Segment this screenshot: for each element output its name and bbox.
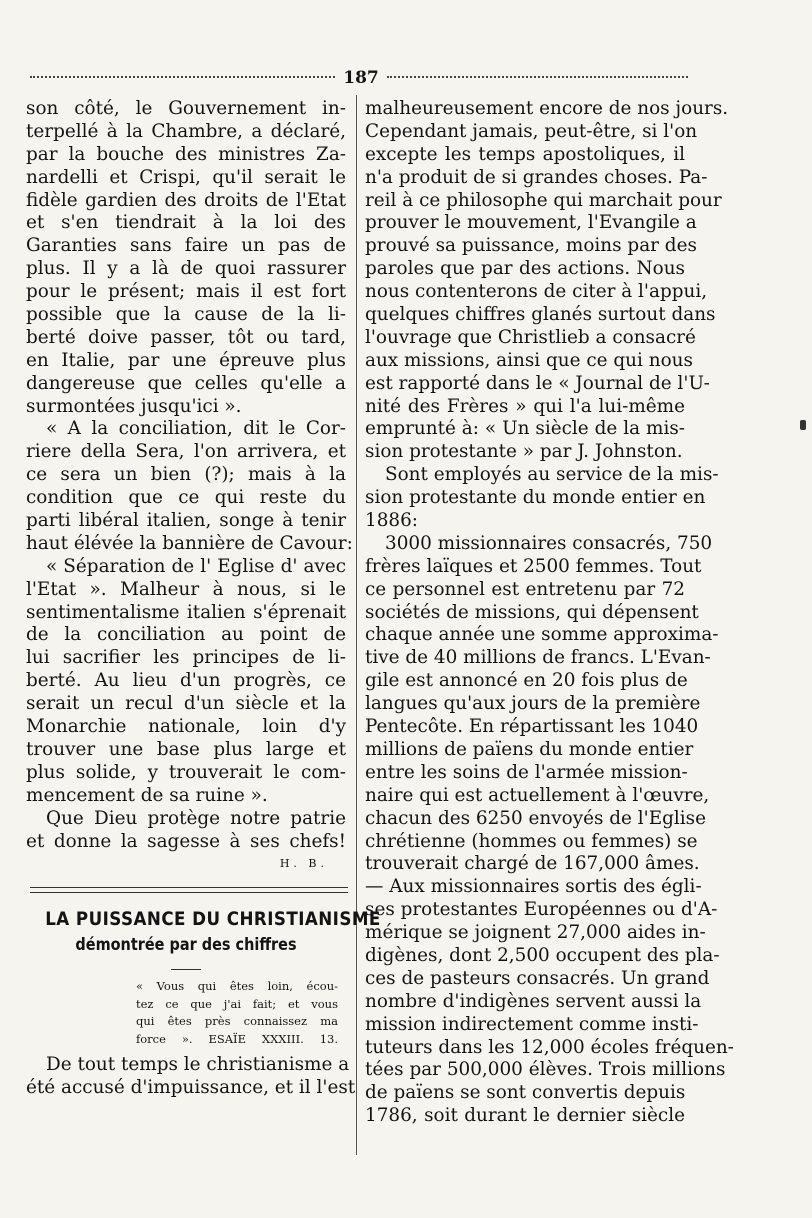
text-line: ce sera un bien (?); mais à la bbox=[26, 464, 346, 486]
text-line: De tout temps le christianisme a bbox=[46, 1054, 350, 1076]
text-line: tive de 40 millions de francs. L'Evan- bbox=[365, 647, 711, 669]
text-line: Monarchie nationale, loin d'y bbox=[26, 716, 346, 738]
text-line: été accusé d'impuissance, et il l'est bbox=[26, 1077, 356, 1099]
text-line: ce personnel est entretenu par 72 bbox=[365, 578, 685, 600]
text-line: nité des Frères » qui l'a lui-même bbox=[365, 395, 685, 417]
text-line: sociétés de missions, qui dépensent bbox=[365, 601, 699, 623]
text-line: mérique se joignent 27,000 aides in- bbox=[365, 922, 706, 944]
text-line: lui sacrifier les principes de li- bbox=[26, 647, 346, 669]
text-line: l'ouvrage que Christlieb a consacré bbox=[365, 326, 696, 348]
text-line: tuteurs dans les 12,000 écoles fréquen- bbox=[365, 1036, 734, 1058]
text-line: Garanties sans faire un pas de bbox=[26, 235, 346, 257]
text-line: Cependant jamais, peut-être, si l'on bbox=[365, 120, 698, 142]
text-line: n'a produit de si grandes choses. Pa- bbox=[365, 166, 708, 188]
text-line: Que Dieu protège notre patrie bbox=[46, 807, 346, 829]
column-divider bbox=[356, 95, 357, 1155]
epigraph-line: qui êtes près connaissez ma bbox=[136, 1014, 338, 1029]
article-title: LA PUISSANCE DU CHRISTIANISME bbox=[45, 908, 381, 931]
text-line: langues qu'aux jours de la première bbox=[365, 693, 701, 715]
text-line: mission indirectement comme insti- bbox=[365, 1013, 699, 1035]
text-line: en Italie, par une épreuve plus bbox=[26, 349, 346, 371]
text-line: de païens se sont convertis depuis bbox=[365, 1082, 686, 1104]
text-line: reil à ce philosophe qui marchait pour bbox=[365, 189, 722, 211]
article-subtitle: démontrée par des chiffres bbox=[75, 935, 297, 956]
text-line: son côté, le Gouvernement in- bbox=[26, 98, 346, 119]
epigraph-line: « Vous qui êtes loin, écou- bbox=[136, 979, 338, 994]
text-line: dangereuse que celles qu'elle a bbox=[26, 372, 346, 394]
text-line: pour le présent; mais il est fort bbox=[26, 281, 346, 303]
text-line: trouver une base plus large et bbox=[26, 738, 346, 760]
text-line: prouvé sa puissance, moins par des bbox=[365, 235, 697, 257]
text-line: 1786, soit durant le dernier siècle bbox=[365, 1105, 685, 1127]
text-line: millions de païens du monde entier bbox=[365, 738, 694, 760]
text-line: digènes, dont 2,500 occupent des pla- bbox=[365, 944, 720, 966]
text-line: de la conciliation au point de bbox=[26, 624, 346, 646]
text-line: et s'en tiendrait à la loi des bbox=[26, 212, 346, 234]
header-ornament-left bbox=[30, 76, 335, 78]
text-line: terpellé à la Chambre, a déclaré, bbox=[26, 120, 346, 142]
text-line: nardelli et Crispi, qu'il serait le bbox=[26, 166, 346, 188]
epigraph bbox=[26, 978, 346, 1048]
text-line: plus solide, y trouverait le com- bbox=[26, 761, 346, 783]
text-line: plus. Il y a là de quoi rassurer bbox=[26, 258, 346, 280]
text-line: quelques chiffres glanés surtout dans bbox=[365, 304, 716, 326]
text-line: trouverait chargé de 167,000 âmes. bbox=[365, 853, 700, 875]
text-line: sion protestante du monde entier en bbox=[365, 487, 706, 509]
text-line: sentimentalisme italien s'éprenait bbox=[26, 601, 346, 623]
text-line: « A la conciliation, dit le Cor- bbox=[46, 418, 346, 440]
text-line: mencement de sa ruine ». bbox=[26, 784, 268, 806]
text-line: chaque année une somme approxima- bbox=[365, 624, 719, 646]
page-header bbox=[30, 68, 688, 90]
text-line: ces de pasteurs consacrés. Un grand bbox=[365, 967, 710, 989]
text-line: fidèle gardien des droits de l'Etat bbox=[26, 189, 346, 211]
text-line: parti libéral italien, songe à tenir bbox=[26, 510, 346, 532]
text-line: nombre d'indigènes servent aussi la bbox=[365, 990, 702, 1012]
text-line: sion protestante » par J. Johnston. bbox=[365, 441, 683, 463]
text-line: 1886: bbox=[365, 510, 418, 532]
text-line: chrétienne (hommes ou femmes) se bbox=[365, 830, 698, 852]
header-ornament-right bbox=[387, 76, 688, 78]
right-column bbox=[365, 98, 734, 1128]
text-line: Sont employés au service de la mis- bbox=[385, 464, 719, 486]
text-line: gile est annoncé en 20 fois plus de bbox=[365, 670, 688, 692]
text-line: possible que la cause de la li- bbox=[26, 304, 346, 326]
text-line: berté. Au lieu d'un progrès, ce bbox=[26, 670, 346, 692]
text-line: tées par 500,000 élèves. Trois millions bbox=[365, 1059, 726, 1081]
text-line: serait un recul d'un siècle et la bbox=[26, 693, 346, 715]
text-line: prouver le mouvement, l'Evangile a bbox=[365, 212, 697, 234]
text-line: entre les soins de l'armée mission- bbox=[365, 761, 688, 783]
text-line: ses protestantes Européennes ou d'A- bbox=[365, 899, 718, 921]
text-line: emprunté à: « Un siècle de la mis- bbox=[365, 418, 685, 440]
text-line: Pentecôte. En répartissant les 1040 bbox=[365, 716, 699, 738]
text-line: malheureusement encore de nos jours. bbox=[365, 98, 729, 119]
text-line: riere della Sera, l'on arrivera, et bbox=[26, 441, 346, 463]
text-line: « Séparation de l' Eglise d' avec bbox=[46, 555, 346, 577]
text-line: frères laïques et 2500 femmes. Tout bbox=[365, 555, 702, 577]
author-signature: H. B. bbox=[279, 857, 328, 871]
text-line: et donne la sagesse à ses chefs! bbox=[26, 830, 346, 852]
text-line: excepte les temps apostoliques, il bbox=[365, 143, 685, 165]
text-line: surmontées jusqu'ici ». bbox=[26, 395, 242, 417]
text-line: chacun des 6250 envoyés de l'Eglise bbox=[365, 807, 706, 829]
section-divider bbox=[30, 887, 348, 893]
text-line: condition que ce qui reste du bbox=[26, 487, 346, 509]
text-line: paroles que par des actions. Nous bbox=[365, 258, 685, 280]
epigraph-line: tez ce que j'ai fait; et vous bbox=[136, 996, 338, 1011]
text-line: — Aux missionnaires sortis des égli- bbox=[365, 876, 702, 898]
left-column bbox=[26, 98, 381, 1100]
text-line: l'Etat ». Malheur à nous, si le bbox=[26, 578, 346, 600]
text-line: haut élévée la bannière de Cavour: bbox=[26, 532, 353, 554]
title-rule bbox=[171, 969, 201, 970]
page-number: 187 bbox=[343, 68, 379, 88]
article-body-start bbox=[26, 1054, 356, 1100]
scan-blemish bbox=[800, 420, 806, 430]
text-line: aux missions, ainsi que ce qui nous bbox=[365, 349, 693, 371]
epigraph-line: force ». ESAÏE XXXIII. 13. bbox=[136, 1031, 338, 1046]
text-line: nous contenterons de citer à l'appui, bbox=[365, 281, 708, 303]
text-line: 3000 missionnaires consacrés, 750 bbox=[385, 532, 713, 554]
text-line: par la bouche des ministres Za- bbox=[26, 143, 346, 165]
text-line: berté doive passer, tôt ou tard, bbox=[26, 326, 346, 348]
text-line: est rapporté dans le « Journal de l'U- bbox=[365, 372, 710, 394]
text-line: naire qui est actuellement à l'œuvre, bbox=[365, 784, 710, 806]
